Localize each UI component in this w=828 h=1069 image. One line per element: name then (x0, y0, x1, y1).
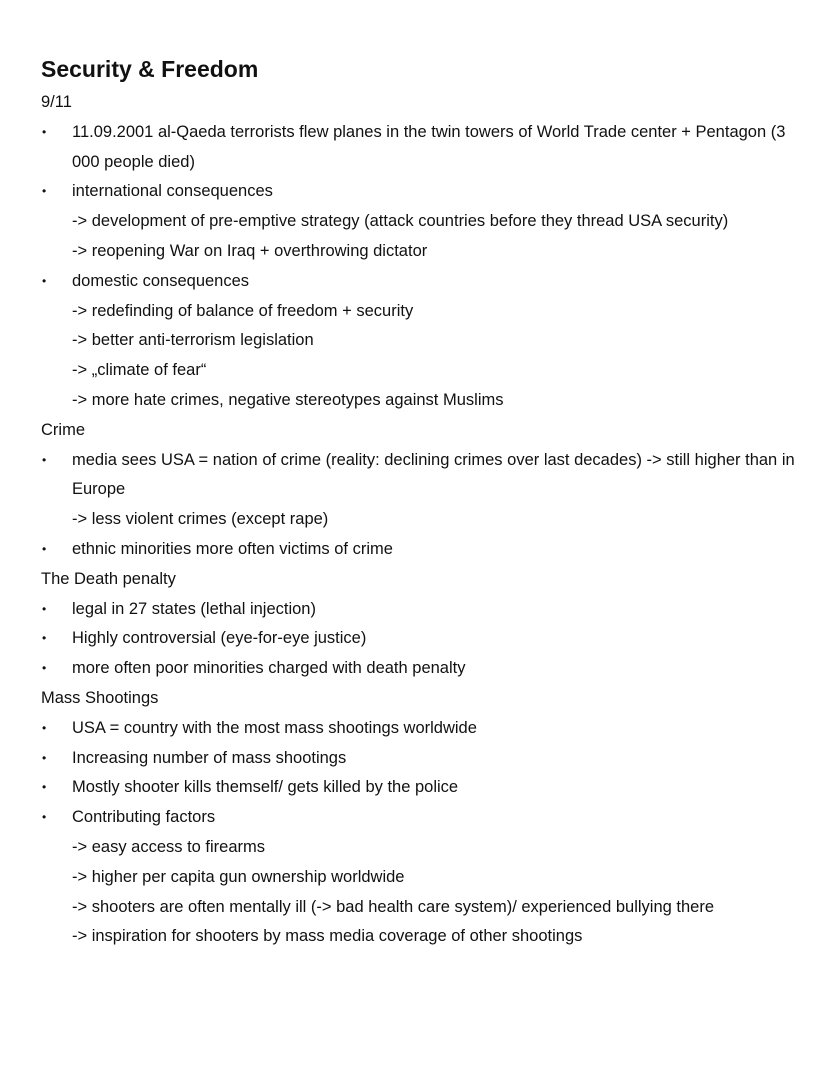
bullet-list (41, 118, 808, 416)
list-item (41, 624, 808, 654)
sub-point: -> development of pre-emptive strategy (attack countries before they thread USA security) (72, 212, 729, 231)
sub-point: -> shooters are often mentally ill (-> bad health care system)/ experienced bullying there (72, 897, 714, 916)
bullet-icon: • (42, 124, 47, 139)
bullet-list (41, 595, 808, 684)
sub-point: -> reopening War on Iraq + overthrowing dictator (72, 241, 428, 260)
list-item-text: Increasing number of mass shootings (72, 748, 347, 767)
bullet-icon: • (42, 661, 47, 676)
bullet-list (41, 714, 808, 952)
list-item (41, 744, 808, 774)
section-heading: Mass Shootings (41, 688, 159, 707)
list-item-text: 11.09.2001 al-Qaeda terrorists flew planes in the twin towers of World Trade center + Pentagon (3 000 people died) (72, 122, 786, 171)
list-item (41, 595, 808, 625)
list-item (41, 714, 808, 744)
bullet-icon: • (42, 631, 47, 646)
list-item-text: Mostly shooter kills themself/ gets killed by the police (72, 778, 459, 797)
sub-point: -> inspiration for shooters by mass media coverage of other shootings (72, 927, 583, 946)
list-item (41, 803, 808, 952)
bullet-icon: • (42, 780, 47, 795)
list-item-text: more often poor minorities charged with death penalty (72, 659, 466, 678)
list-item-text: legal in 27 states (lethal injection) (72, 599, 316, 618)
list-item-text: domestic consequences (72, 271, 250, 290)
document-body (41, 88, 808, 952)
list-item-text: international consequences (72, 182, 273, 201)
section-heading: 9/11 (41, 93, 72, 111)
sub-point: -> less violent crimes (except rape) (72, 510, 329, 529)
list-item (41, 177, 808, 266)
bullet-icon: • (42, 750, 47, 765)
bullet-icon: • (42, 810, 47, 825)
list-item (41, 118, 808, 178)
section-heading: Crime (41, 420, 85, 439)
list-item (41, 773, 808, 803)
bullet-icon: • (42, 601, 47, 616)
sub-point: -> „climate of fear“ (72, 361, 207, 380)
list-item-text: Contributing factors (72, 808, 216, 827)
sub-point: -> higher per capita gun ownership worldwide (72, 867, 405, 886)
bullet-icon: • (42, 184, 47, 199)
sub-point: -> redefinding of balance of freedom + security (72, 301, 414, 320)
bullet-icon: • (42, 452, 47, 467)
document-title: Security & Freedom (41, 56, 259, 82)
list-item-text: media sees USA = nation of crime (reality: declining crimes over last decades) -> still higher than in Europe (72, 450, 795, 499)
bullet-list (41, 446, 808, 565)
list-item-text: Highly controversial (eye-for-eye justice) (72, 629, 367, 648)
section-heading: The Death penalty (41, 569, 176, 588)
list-item (41, 267, 808, 416)
bullet-icon: • (42, 273, 47, 288)
sub-point: -> easy access to firearms (72, 837, 266, 856)
sub-point: -> more hate crimes, negative stereotypes against Muslims (72, 390, 504, 409)
list-item (41, 654, 808, 684)
list-item-text: ethnic minorities more often victims of crime (72, 539, 393, 558)
list-item (41, 535, 808, 565)
bullet-icon: • (42, 541, 47, 556)
bullet-icon: • (42, 720, 47, 735)
list-item-text: USA = country with the most mass shootings worldwide (72, 718, 477, 737)
list-item (41, 446, 808, 535)
sub-point: -> better anti-terrorism legislation (72, 331, 314, 350)
